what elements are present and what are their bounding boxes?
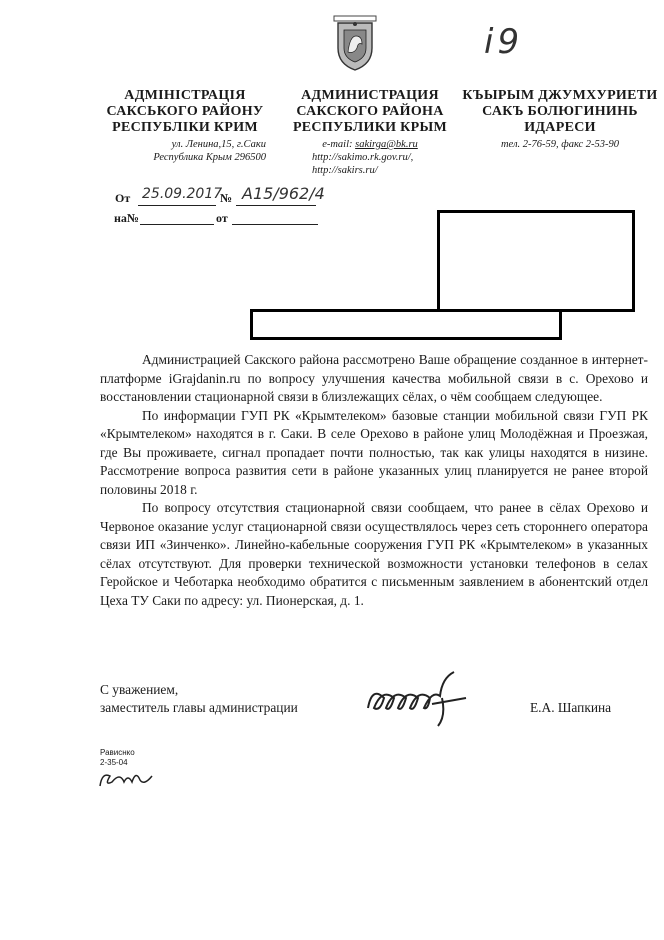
executor-name: Рависнко <box>100 748 135 757</box>
website-link[interactable]: http://sakirs.ru/ <box>312 165 378 176</box>
body-paragraph: По вопросу отсутствия стационарной связи сообщаем, что ранее в сёлах Орехово и Червоное оказание услуг стационарной связи осуществлялось через сеть стороннего оператора связи ИП «Зинченко». Линейно-кабельные сооружения ГУП РК «Крымтелеком» в указанных сёлах отсутствуют. Для проверки технической возможности установки телефонов в селах Геройское и Чеботарка необходимо обратится с письменным заявлением в абонентский отдел Цеха ТУ Саки по адресу: ул. Пионерская, д. 1. <box>100 500 648 608</box>
email-label: e-mail: <box>322 139 353 150</box>
header-center-russian <box>280 88 460 177</box>
header-right-line: ИДАРЕСИ <box>524 120 596 135</box>
header-left-line: САКСЬКОГО РАЙОНУ <box>106 104 264 119</box>
signatory-name: Е.А. Шапкина <box>530 700 612 715</box>
header-center-line: РЕСПУБЛИКИ КРЫМ <box>292 120 448 135</box>
date-underline <box>138 205 216 206</box>
reply-date-label: от <box>216 211 228 225</box>
number-underline <box>236 205 316 206</box>
email-link[interactable]: sakirga@bk.ru <box>355 139 418 150</box>
executor-initials-signature <box>96 766 156 792</box>
letter-body <box>100 351 648 610</box>
body-paragraph: По информации ГУП РК «Крымтелеком» базовые станции мобильной связи ГУП РК «Крымтелеком» находятся в г. Саки. В селе Орехово в районе улиц Молодёжная и Проезжая, где Вы проживаете, сигнал пропадает почти полностью, так как улицы находятся в низине. Рассмотрение вопроса развития сети в районе указанных улиц планируется не ранее второй половины 2018 г. <box>100 407 648 497</box>
body-paragraph: Администрацией Сакского района рассмотрено Ваше обращение созданное в интернет-платформе iGrajdanin.ru по вопросу улучшения качества мобильной связи в с. Орехово и восстановлении стационарной связи в близлежащих сёлах, о чём сообщаем следующее. <box>100 352 648 404</box>
header-left-address: ул. Ленина,15, г.Саки <box>171 139 266 150</box>
coat-of-arms-emblem <box>330 14 380 72</box>
from-label: От <box>115 191 131 205</box>
outgoing-number: А15/962/4 <box>242 184 325 203</box>
number-label: № <box>220 191 233 205</box>
website-link[interactable]: http://sakimo.rk.gov.ru/, <box>312 152 414 163</box>
outgoing-date: 25.09.2017 <box>142 186 223 202</box>
header-center-line: АДМИНИСТРАЦИЯ <box>301 88 439 103</box>
closing-regards: С уважением, <box>100 682 179 697</box>
redacted-recipient-block <box>437 210 635 312</box>
header-left-line: РЕСПУБЛІКИ КРИМ <box>112 120 258 135</box>
header-center-line: САКСКОГО РАЙОНА <box>296 104 444 119</box>
header-right-phones: тел. 2-76-59, факс 2-53-90 <box>500 139 620 150</box>
header-left-ukrainian <box>100 88 270 164</box>
reply-number-label: на№ <box>114 211 139 225</box>
header-left-address: Республика Крым 296500 <box>153 152 266 163</box>
header-right-line: САКЪ БОЛЮГИНИНЬ <box>482 104 638 119</box>
header-right-line: КЪЫРЫМ ДЖУМХУРИЕТИ <box>462 88 658 103</box>
corner-handwritten-mark: i9 <box>484 22 524 62</box>
closing-position: заместитель главы администрации <box>100 700 298 715</box>
executor-phone: 2-35-04 <box>100 758 128 767</box>
signature <box>362 668 472 728</box>
header-email <box>280 138 460 151</box>
redacted-recipient-line <box>250 309 562 340</box>
header-left-line: АДМІНІСТРАЦІЯ <box>124 88 246 103</box>
reply-date-underline <box>232 224 318 225</box>
reply-number-underline <box>140 224 214 225</box>
header-right-crimean-tatar <box>460 88 660 151</box>
